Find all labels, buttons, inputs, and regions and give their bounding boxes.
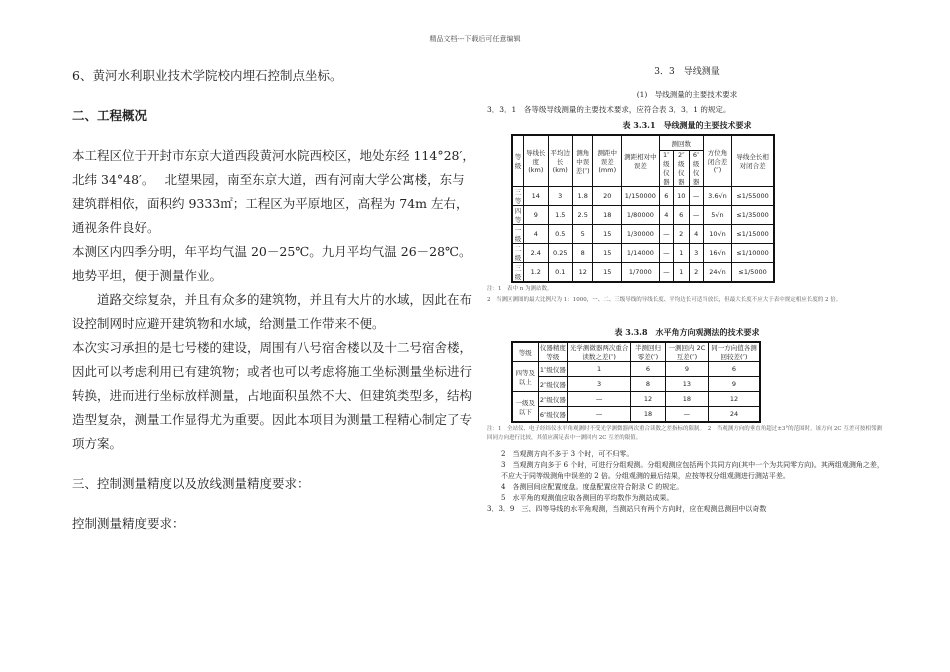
horizontal-angle-table	[511, 341, 761, 423]
table2-cell: 13	[665, 377, 708, 392]
table2-cell: 9	[708, 377, 760, 392]
table1-cell: 4	[659, 206, 673, 225]
table1-row	[512, 263, 774, 283]
table2-cell: 3	[568, 377, 631, 392]
table1-subheader: 1″级仪器	[659, 151, 673, 187]
table1-header: 测角中误差(″)	[572, 135, 593, 187]
table2-cell: 6″级仪器	[538, 407, 568, 423]
table1-header: 测距相对中误差	[622, 135, 660, 187]
table2-cell: —	[665, 407, 708, 423]
table1-cell: 三级	[512, 263, 524, 283]
subheading-control-precision: 控制测量精度要求：	[72, 516, 185, 531]
section-heading-precision: 三、控制测量精度以及放线测量精度要求：	[72, 476, 310, 491]
table1-cell: ≤1/10000	[732, 244, 774, 263]
table1-header: 平均边长(km)	[548, 135, 572, 187]
clause-3-3-9: 3．3．9 三、四等导线的水平角观测，当测站只有两个方向时，应在观测总测回中以奇数	[487, 505, 767, 513]
table1-cell: 0.1	[548, 263, 572, 283]
table2-header: 光学测微器两次重合读数之差(″)	[568, 342, 631, 362]
table1-cell: ≤1/15000	[732, 225, 774, 244]
table1-subheader: 2″级仪器	[673, 151, 689, 187]
table1-header: 测回数	[659, 135, 703, 151]
table2-header: 同一方向值各测回较差(″)	[708, 342, 760, 362]
table2-header: 一测回内 2C 互差(″)	[665, 342, 708, 362]
table1-row	[512, 225, 774, 244]
paragraph-building: 本次实习承担的是七号楼的建设，周围有八号宿舍楼以及十二号宿舍楼，因此可以考虑利用已有建筑物；或者也可以考虑将施工坐标测量坐标进行转换，进而进行坐标放样测量，占地面积虽然不大、但建筑类型多，结构造型复杂，测量工作显得尤为重要。因此本项目为测量工程精心制定了专项方案。	[72, 340, 473, 451]
traverse-requirements-table	[511, 134, 775, 283]
table1-cell: 2.5	[572, 206, 593, 225]
table1-row	[512, 187, 774, 206]
table1-header: 导线全长相对闭合差	[732, 135, 774, 187]
table1-cell: 15	[593, 244, 622, 263]
table2-caption: 表 3.3.8 水平角方向观测法的技术要求	[614, 327, 760, 337]
table2-cell: 6	[708, 362, 760, 377]
table2-cell: 18	[665, 392, 708, 407]
table1-cell: 6	[673, 206, 689, 225]
table1-cell: 3	[689, 244, 703, 263]
table2-header: 等级	[512, 342, 538, 362]
table2-cell: 12	[708, 392, 760, 407]
table2-cell: 1″级仪器	[538, 362, 568, 377]
item-6: 6、黄河水利职业技术学院校内埋石控制点坐标。	[72, 68, 343, 83]
table1-row	[512, 244, 774, 263]
table1-subheader: 6″级仪器	[689, 151, 703, 187]
table1-cell: —	[659, 244, 673, 263]
note-item: 4 各测回间应配置度盘。度盘配置应符合附录 C 的规定。	[501, 483, 684, 491]
paragraph-roads: 道路交综复杂，并且有众多的建筑物，并且有大片的水域，因此在布设控制网时应避开建筑物和水域，给测量工作带来不便。	[72, 292, 473, 331]
table1-cell: —	[659, 263, 673, 283]
table2-cell: 6	[631, 362, 666, 377]
note-item: 5 水平角的观测值应取各测回的平均数作为测站成果。	[501, 494, 674, 502]
table1-cell: 1.5	[548, 206, 572, 225]
table1-cell: 3	[548, 187, 572, 206]
table1-cell: 10	[673, 187, 689, 206]
table2-header: 仪器精度等级	[539, 344, 566, 361]
table1-cell: 18	[593, 206, 622, 225]
table1-cell: ≤1/5000	[732, 263, 774, 283]
table2-cell: 2″级仪器	[538, 392, 568, 407]
table1-cell: 20	[593, 187, 622, 206]
table1-cell: 2	[689, 263, 703, 283]
table1-cell: 6	[659, 187, 673, 206]
note-item: 3 当观测方向多于 6 个时，可进行分组观测。分组观测应包括两个共同方向(其中一个为共同零方向)。其两组观测角之差，不应大于同等级测角中误差的 2 倍。分组观测的最后结果，应按等权分组观测进行测站平差。	[501, 461, 884, 480]
table1-cell: 4	[689, 225, 703, 244]
subsection-title: (1) 导线测量的主要技术要求	[636, 90, 738, 99]
table1-header: 导线长度(km)	[524, 135, 548, 187]
table2-cell: 四等及以上	[512, 362, 538, 392]
table1-cell: 12	[572, 263, 593, 283]
table1-cell: 9	[524, 206, 548, 225]
table1-body	[512, 187, 774, 283]
table1-cell: 16√n	[703, 244, 731, 263]
table1-cell: 1	[673, 263, 689, 283]
table1-cell: 1/30000	[622, 225, 660, 244]
table1-cell: 5	[572, 225, 593, 244]
left-column	[72, 64, 477, 536]
table2-cell: 12	[631, 392, 666, 407]
table1-cell: 1.8	[572, 187, 593, 206]
table1-cell: —	[689, 187, 703, 206]
table1-cell: ≤1/35000	[732, 206, 774, 225]
table1-cell: 二级	[512, 244, 524, 263]
table1-cell: —	[659, 225, 673, 244]
table1-cell: 1/14000	[622, 244, 660, 263]
table1-cell: 15	[593, 263, 622, 283]
table1-note-2: 2 当测区测图的最大比例尺为 1：1000，一、二、三级导线的导线长度、平均边长可适当放长，但最大长度不应大于表中规定相应长度的 2 倍。	[487, 297, 842, 303]
table1-cell: 0.25	[548, 244, 572, 263]
table1-cell: ≤1/55000	[732, 187, 774, 206]
table1-cell: 15	[593, 225, 622, 244]
paragraph-climate: 本测区内四季分明，年平均气温 20－25℃。九月平均气温 26－28℃。地势平坦，便于测量作业。	[72, 244, 472, 283]
table2-cell: 8	[631, 377, 666, 392]
table1-cell: 5√n	[703, 206, 731, 225]
table1-note-1: 注：1 表中 n 为测站数。	[487, 286, 553, 292]
table1-caption: 表 3.3.1 导线测量的主要技术要求	[622, 120, 752, 130]
section-heading-project-overview: 二、工程概况	[72, 108, 148, 123]
table1-cell: 四等	[512, 206, 524, 225]
note-item: 2 当观测方向不多于 3 个时，可不归零。	[501, 450, 634, 458]
table1-cell: 0.5	[548, 225, 572, 244]
table2-cell: 2″级仪器	[538, 377, 568, 392]
table1-header: 方位角闭合差(″)	[703, 135, 731, 187]
table2-header: 半测回归零差(″)	[631, 342, 666, 362]
table1-header: 等级	[512, 135, 524, 187]
page-header: 精品文档---下载后可任意编辑	[429, 35, 521, 43]
table1-cell: 4	[524, 225, 548, 244]
table1-cell: 2	[673, 225, 689, 244]
table2-note: 注：1 全站仪、电子经纬仪水平角观测时不受光学测微器两次重合读数之差指标的限制。 2 当观测方向的垂直角超过±3°的范围时，该方向 2C 互差可按相邻测回同方向进行比较，其值应满足表中一测回内 2C 互差的限值。	[487, 426, 882, 441]
right-column	[487, 64, 887, 515]
table2-cell: 9	[665, 362, 708, 377]
table2-cell: —	[568, 407, 631, 423]
paragraph-location: 本工程区位于开封市东京大道西段黄河水院西校区，地处东经 114°28′，北纬 34°48′。 北望果园，南至东京大道，西有河南大学公寓楼，东与建筑群相依，面积约 9333㎡；工程区为平原地区，高程为 74m 左右，通视条件良好。	[72, 148, 475, 235]
table1-row	[512, 206, 774, 225]
table1-cell: 1/80000	[622, 206, 660, 225]
table2-cell: 18	[631, 407, 666, 423]
section-title-traverse: 3．3 导线测量	[654, 67, 720, 77]
clause-3-3-1: 3．3．1 各等级导线测量的主要技术要求，应符合表 3．3．1 的规定。	[487, 105, 731, 114]
table1-cell: 1.2	[524, 263, 548, 283]
table1-cell: 10√n	[703, 225, 731, 244]
table1-cell: 三等	[512, 187, 524, 206]
table2-cell: 一级及以下	[512, 392, 538, 423]
table2-cell: —	[568, 392, 631, 407]
table2-cell: 24	[708, 407, 760, 423]
table1-cell: 1	[673, 244, 689, 263]
table1-cell: 1/150000	[622, 187, 660, 206]
table1-cell: 3.6√n	[703, 187, 731, 206]
table1-cell: 1/7000	[622, 263, 660, 283]
table1-cell: 2.4	[524, 244, 548, 263]
table1-cell: 8	[572, 244, 593, 263]
table1-header: 测距中误差(mm)	[593, 135, 622, 187]
table2-cell: 1	[568, 362, 631, 377]
table1-cell: 14	[524, 187, 548, 206]
table1-cell: 一级	[512, 225, 524, 244]
table1-cell: —	[689, 206, 703, 225]
table1-cell: 24√n	[703, 263, 731, 283]
notes-after-table2	[487, 449, 887, 515]
